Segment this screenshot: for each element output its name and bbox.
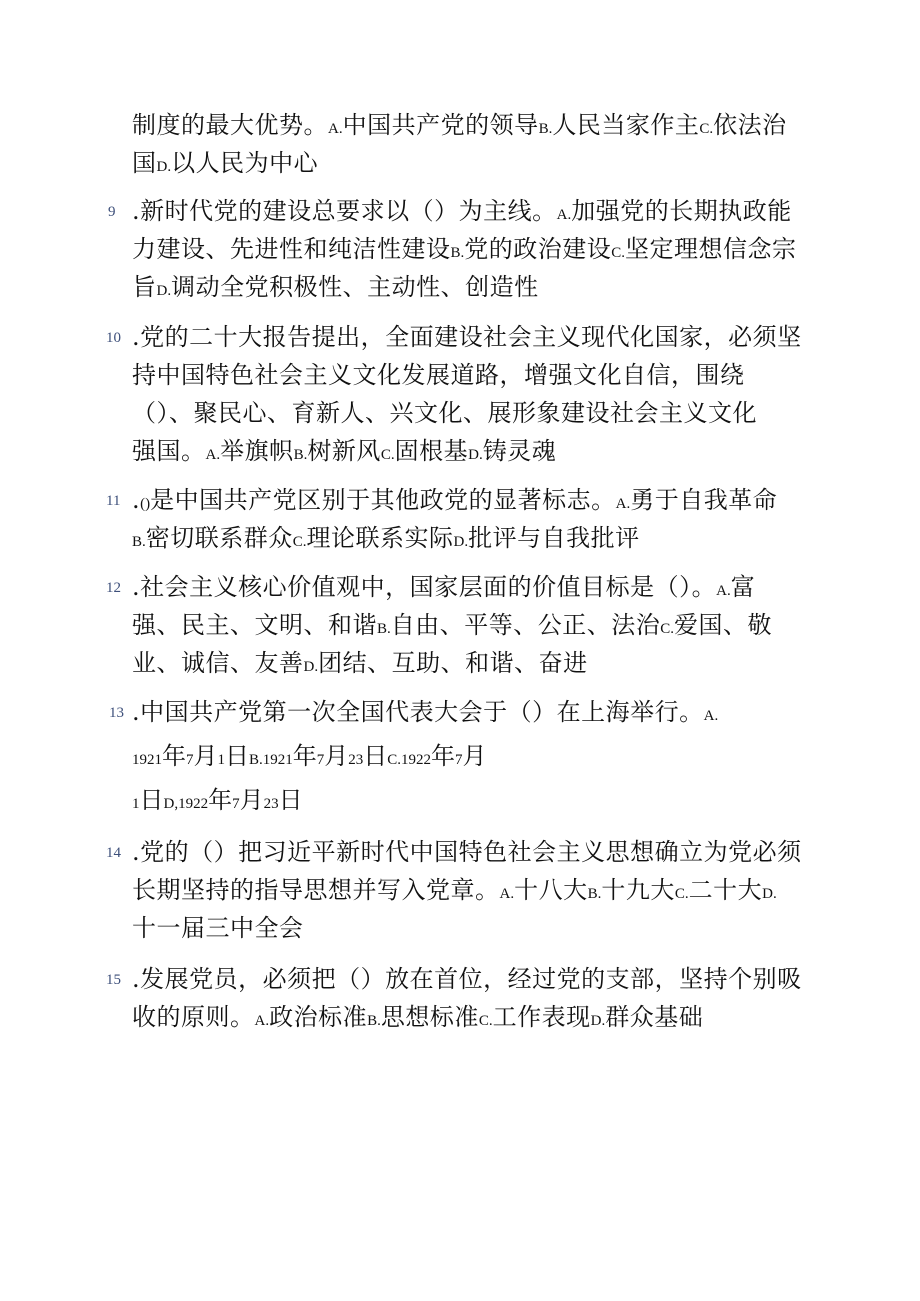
text: 月 <box>324 742 349 770</box>
text: 以人民为中心 <box>171 149 319 177</box>
text: 是中国共产党区别于其他政党的显著标志。 <box>150 486 616 514</box>
question-10-line-1 <box>132 322 802 352</box>
text: 强国。 <box>132 437 206 465</box>
question-11-number: 11 <box>106 493 121 509</box>
question-14-line-3 <box>132 913 304 943</box>
option-label: B. <box>538 121 553 137</box>
text: .党的（）把习近平新时代中国特色社会主义思想确立为党必须 <box>132 838 802 866</box>
text: 依法治 <box>713 111 787 139</box>
question-14-line-2 <box>132 875 777 909</box>
text: 月 <box>193 742 218 770</box>
question-9-number: 9 <box>108 204 116 220</box>
text: 力建设、先进性和纯洁性建设 <box>132 235 451 263</box>
text: 爱国、敬 <box>674 611 773 639</box>
text: 二十大 <box>688 876 763 904</box>
option-label: D,1922 <box>163 796 209 812</box>
text: 日 <box>225 742 249 770</box>
option-label: C. <box>380 447 395 463</box>
text: 业、诚信、友善 <box>132 649 304 677</box>
text: 勇于自我革命 <box>630 486 778 514</box>
text: 月 <box>239 786 264 814</box>
question-11-line-2 <box>132 523 640 557</box>
text: 日 <box>363 742 388 770</box>
question-14-number: 14 <box>106 845 121 861</box>
option-label: C. <box>611 245 626 261</box>
option-label: D. <box>468 447 483 463</box>
question-12-number: 12 <box>106 580 121 596</box>
option-label: A. <box>205 447 221 463</box>
option-label: C.1922 <box>387 752 432 768</box>
text: 树新风 <box>307 437 381 465</box>
text: 理论联系实际 <box>306 524 454 552</box>
option-label: B.1921 <box>249 752 293 768</box>
number: 1921 <box>132 752 162 768</box>
option-label: C. <box>660 621 675 637</box>
question-12-line-3 <box>132 648 588 682</box>
text: 调动全党积极性、主动性、创造性 <box>171 273 539 301</box>
question-9-line-3 <box>132 272 539 306</box>
text: 十九大 <box>601 876 675 904</box>
number: 1 <box>217 752 225 768</box>
option-label: D. <box>590 1013 606 1029</box>
option-label: D. <box>156 159 172 175</box>
text: 团结、互助、和谐、奋进 <box>318 649 588 677</box>
option-label: A. <box>254 1013 270 1029</box>
text: 思想标准 <box>380 1003 479 1031</box>
text: 国 <box>132 149 157 177</box>
option-label: C. <box>674 886 689 902</box>
number: 7 <box>455 752 463 768</box>
text: 固根基 <box>394 437 469 465</box>
blank-parentheses: () <box>140 496 151 512</box>
option-label: A. <box>615 496 631 512</box>
option-label: A. <box>703 708 719 724</box>
text: 强、民主、文明、和谐 <box>132 611 377 639</box>
question-9-line-1 <box>132 196 792 230</box>
text: 党的政治建设 <box>464 235 612 263</box>
text: 日 <box>278 786 303 814</box>
option-label: C. <box>292 534 307 550</box>
option-label: B. <box>367 1013 381 1029</box>
question-15-number: 15 <box>106 972 121 988</box>
number: 7 <box>232 796 240 812</box>
option-label: D. <box>303 659 319 675</box>
text: 旨 <box>132 273 157 301</box>
number: 23 <box>348 752 364 768</box>
option-label: D. <box>762 886 777 902</box>
text: 年 <box>292 742 317 770</box>
text: 制度的最大优势。 <box>132 111 328 139</box>
text: 坚定理想信念宗 <box>625 235 797 263</box>
option-label: B. <box>377 621 391 637</box>
text: 十一届三中全会 <box>132 914 304 942</box>
number: 1 <box>132 796 140 812</box>
option-label: A. <box>556 207 572 223</box>
option-label: A. <box>716 583 731 599</box>
number: 7 <box>186 752 194 768</box>
option-label: B. <box>587 886 602 902</box>
text: 举旗帜 <box>220 437 294 465</box>
text: 批评与自我批评 <box>468 524 640 552</box>
text: 年 <box>431 742 456 770</box>
question-13-line-3 <box>132 785 303 819</box>
text: 加强党的长期执政能 <box>571 197 792 225</box>
text: 中国共产党的领导 <box>342 111 539 139</box>
question-8-line-1 <box>132 110 787 144</box>
text: . <box>132 486 141 514</box>
option-label: D. <box>156 283 172 299</box>
text: 工作表现 <box>492 1003 591 1031</box>
text: 密切联系群众 <box>145 524 293 552</box>
text: .社会主义核心价值观中，国家层面的价值目标是（）。 <box>132 573 717 601</box>
question-10-line-4 <box>132 436 556 470</box>
text: 月 <box>462 742 487 770</box>
text: .新时代党的建设总要求以（）为主线。 <box>132 197 557 225</box>
option-label: C. <box>699 121 714 137</box>
question-10-line-2 <box>132 360 745 390</box>
number: 7 <box>316 752 325 768</box>
text: 持中国特色社会主义文化发展道路，增强文化自信，围绕 <box>132 361 745 389</box>
text: 年 <box>208 786 233 814</box>
option-label: A. <box>328 121 343 137</box>
text: 十八大 <box>514 876 588 904</box>
text: 自由、平等、公正、法治 <box>390 611 661 639</box>
text: 铸灵魂 <box>482 437 557 465</box>
question-11-line-1 <box>132 485 777 519</box>
text: .党的二十大报告提出，全面建设社会主义现代化国家，必须坚 <box>132 323 802 351</box>
text: 政治标准 <box>269 1003 368 1031</box>
question-15-line-1 <box>132 964 802 994</box>
question-12-line-2 <box>132 610 772 644</box>
option-label: B. <box>450 245 465 261</box>
text: 日 <box>139 786 164 814</box>
text: 人民当家作主 <box>552 111 700 139</box>
question-10-line-3 <box>132 398 757 428</box>
text: .中国共产党第一次全国代表大会于（）在上海举行。 <box>132 698 704 726</box>
number: 23 <box>263 796 279 812</box>
option-label: C. <box>478 1013 493 1029</box>
option-label: B. <box>132 534 146 550</box>
text: 长期坚持的指导思想并写入党章。 <box>132 876 500 904</box>
text: 富 <box>730 573 756 601</box>
question-13-line-2 <box>132 741 487 775</box>
question-12-line-1 <box>132 572 755 606</box>
text: .发展党员，必须把（）放在首位，经过党的支部，坚持个别吸 <box>132 965 802 993</box>
text: 群众基础 <box>605 1003 704 1031</box>
question-14-line-1 <box>132 837 802 867</box>
question-13-number: 13 <box>109 705 124 721</box>
question-10-number: 10 <box>106 330 121 346</box>
option-label: D. <box>453 534 469 550</box>
question-15-line-2 <box>132 1002 703 1036</box>
text: 收的原则。 <box>132 1003 255 1031</box>
question-13-line-1 <box>132 697 718 731</box>
text: （）、聚民心、育新人、兴文化、展形象建设社会主义文化 <box>132 399 757 427</box>
question-9-line-2 <box>132 234 797 268</box>
question-8-line-2 <box>132 148 318 182</box>
text: 年 <box>162 742 186 770</box>
option-label: A. <box>499 886 515 902</box>
option-label: B. <box>293 447 308 463</box>
